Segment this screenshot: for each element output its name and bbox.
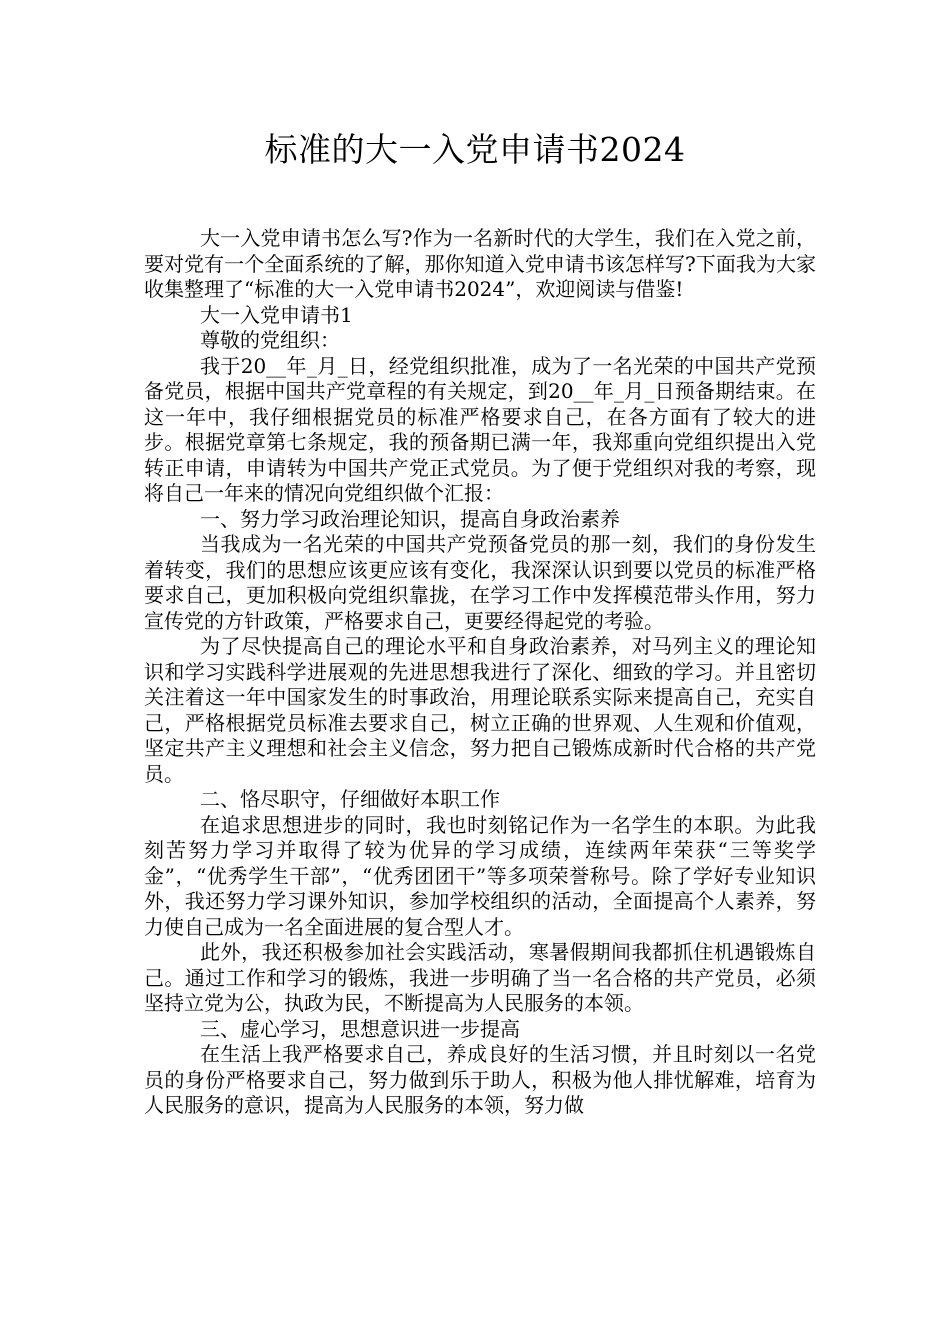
document-title: 标准的大一入党申请书2024 (264, 130, 686, 169)
section-title: 大一入党申请书1 (200, 302, 353, 327)
document-body (144, 226, 816, 1119)
section-heading: 二、恪尽职守，仔细做好本职工作 (200, 787, 500, 811)
body-paragraph: 当我成为一名光荣的中国共产党预备党员的那一刻，我们的身份发生着转变，我们的思想应该更应该有变化，我深深认识到要以党员的标准严格要求自己，更加积极向党组织靠拢，在学习工作中发挥模范带头作用，努力宣传党的方针政策，严格要求自己，更要经得起党的考验。 (144, 532, 816, 633)
body-paragraph: 为了尽快提高自己的理论水平和自身政治素养，对马列主义的理论知识和学习实践科学进展观的先进思想我进行了深化、细致的学习。并且密切关注着这一年中国家发生的时事政治，用理论联系实际来提高自己，充实自己，严格根据党员标准去要求自己，树立正确的世界观、人生观和价值观，坚定共产主义理想和社会主义信念，努力把自己锻炼成新时代合格的共产党员。 (144, 634, 816, 786)
body-paragraph: 此外，我还积极参加社会实践活动，寒暑假期间我都抓住机遇锻炼自己。通过工作和学习的锻炼，我进一步明确了当一名合格的共产党员，必须坚持立党为公，执政为民，不断提高为人民服务的本领。 (144, 940, 816, 1015)
body-paragraph: 我于20__年_月_日，经党组织批准，成为了一名光荣的中国共产党预备党员，根据中国共产党章程的有关规定，到20__年_月_日预备期结束。在这一年中，我仔细根据党员的标准严格要求自己，在各方面有了较大的进步。根据党章第七条规定，我的预备期已满一年，我郑重向党组织提出入党转正申请，申请转为中国共产党正式党员。为了便于党组织对我的考察，现将自己一年来的情况向党组织做个汇报： (144, 353, 816, 505)
salutation: 尊敬的党组织： (200, 328, 340, 352)
intro-paragraph: 大一入党申请书怎么写?作为一名新时代的大学生，我们在入党之前，要对党有一个全面系统的了解，那你知道入党申请书该怎样写?下面我为大家收集整理了“标准的大一入党申请书2024”，欢迎阅读与借鉴! (144, 226, 816, 301)
body-paragraph: 在追求思想进步的同时，我也时刻铭记作为一名学生的本职。为此我刻苦努力学习并取得了较为优异的学习成绩，连续两年荣获“三等奖学金”，“优秀学生干部”，“优秀团团干”等多项荣誉称号。除了学好专业知识外，我还努力学习课外知识，参加学校组织的活动，全面提高个人素养，努力使自己成为一名全面进展的复合型人才。 (144, 812, 816, 939)
section-heading: 三、虚心学习，思想意识进一步提高 (200, 1016, 520, 1041)
section-heading: 一、努力学习政治理论知识，提高自身政治素养 (200, 506, 620, 531)
body-paragraph: 在生活上我严格要求自己，养成良好的生活习惯，并且时刻以一名党员的身份严格要求自己，努力做到乐于助人，积极为他人排忧解难，培育为人民服务的意识，提高为人民服务的本领，努力做 (144, 1042, 816, 1117)
